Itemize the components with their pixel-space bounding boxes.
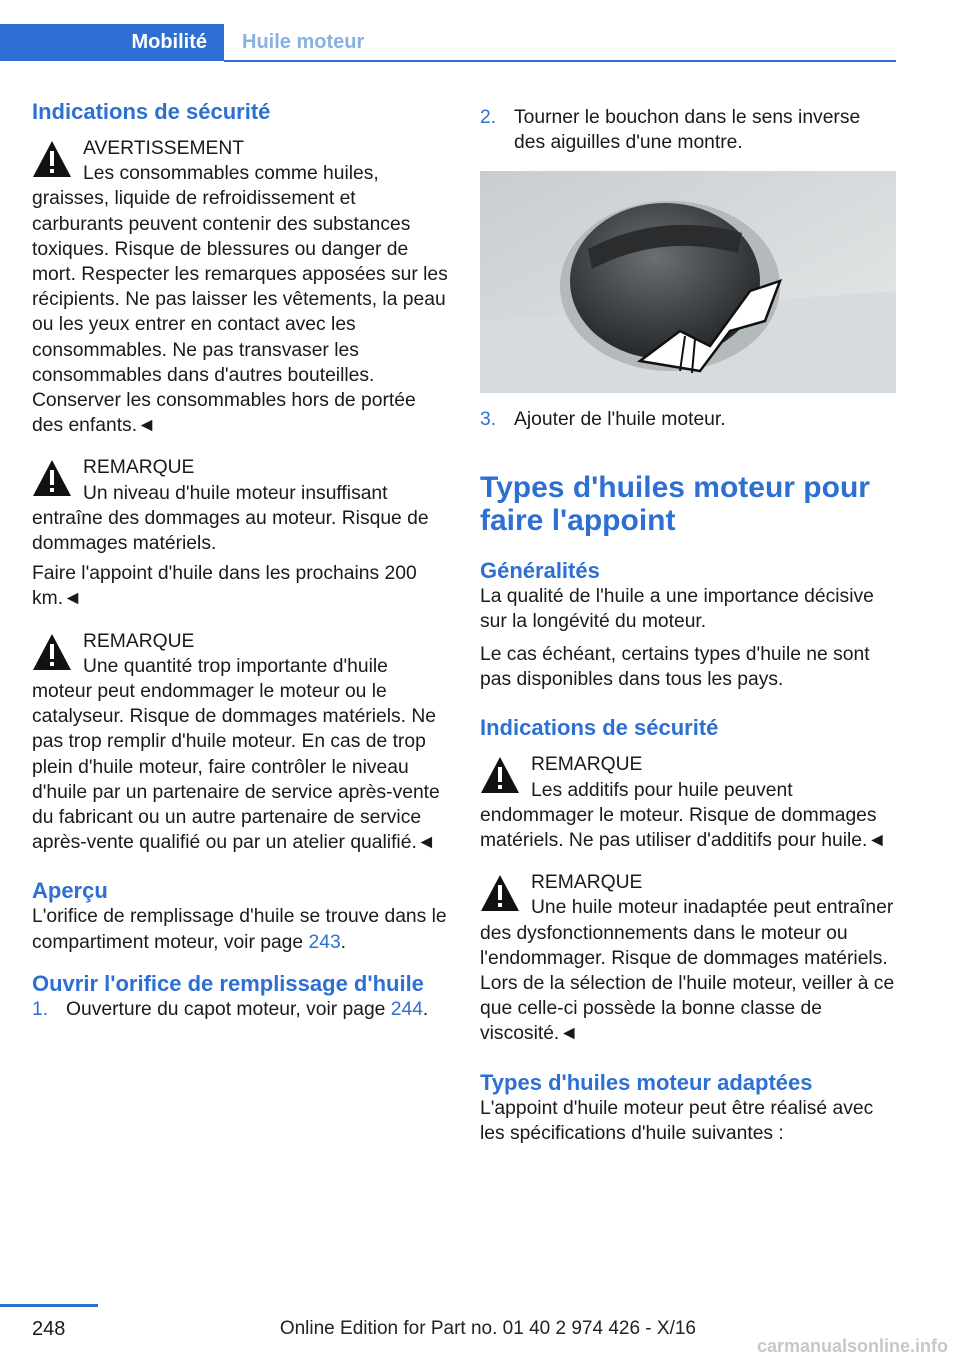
section-tab-mobilite: Mobilité: [0, 24, 224, 61]
warning-triangle-icon: [32, 633, 72, 671]
right-column: [480, 98, 896, 1146]
page-header: [0, 0, 960, 62]
note-text: Une huile moteur inadaptée peut entraîner des dysfonctionnements dans le moteur ou l'endommager. Risque de dommages matériels. Lors de la sélection de l'huile moteur, veiller à ce que celle-ci possède la bonne classe de viscosité.◄: [480, 897, 895, 1045]
warning-triangle-icon: [32, 140, 72, 178]
step-number: 2.: [480, 107, 497, 128]
adapted-oils-heading: Types d'huiles moteur adaptées: [480, 1069, 813, 1095]
note-text: Les additifs pour huile peuvent endommager le moteur. Risque de dommages matériels. Ne pas utiliser d'additifs pour huile.◄: [480, 779, 887, 852]
steps-list-end: [480, 407, 896, 432]
oil-types-heading: Types d'huiles moteur pour faire l'appoint: [480, 470, 870, 537]
note-label: REMARQUE: [83, 630, 195, 652]
overview-text: L'orifice de remplissage d'huile se trouve dans le compartiment moteur, voir page 243.: [32, 906, 447, 953]
safety-heading: Indications de sécurité: [32, 99, 271, 124]
warning-text: Les consommables comme huiles, graisses, liquide de refroidissement et carburants peuvent contenir des substances toxiques. Risque de blessures ou danger de mort. Respecter les remarques apposées sur les récipients. Ne pas laisser les vêtements, la peau ou les yeux entrer en contact avec les consommables. Ne pas transvaser les consommables dans d'autres bouteilles. Conserver les consommables hors de portée des enfants.◄: [32, 163, 448, 437]
general-text-2: Le cas échéant, certains types d'huile ne sont pas disponibles dans tous les pays.: [480, 644, 870, 691]
warning-triangle-icon: [32, 459, 72, 497]
note-notice-3: [480, 752, 896, 853]
note-notice-2: [32, 629, 448, 856]
open-filler-heading: Ouvrir l'orifice de remplissage d'huile: [32, 970, 424, 996]
steps-list-continued: [480, 105, 896, 155]
note-text-2: Faire l'appoint d'huile dans les prochains 200 km.◄: [32, 563, 417, 610]
header-rule: [224, 60, 896, 62]
step-number: 1.: [32, 998, 49, 1020]
step-1: 1. Ouverture du capot moteur, voir page 244.: [32, 997, 448, 1022]
footer-rule: [0, 1304, 98, 1307]
general-text-1: La qualité de l'huile a une importance décisive sur la longévité du moteur.: [480, 585, 874, 632]
edition-note: Online Edition for Part no. 01 40 2 974 426 - X/16: [279, 1318, 696, 1339]
warning-label: AVERTISSEMENT: [83, 138, 245, 159]
note-label: REMARQUE: [531, 754, 643, 776]
note-notice-1: [32, 455, 448, 611]
steps-list: [32, 997, 448, 1022]
warning-triangle-icon: [480, 756, 520, 794]
page-link-243[interactable]: 243: [308, 931, 341, 953]
step-2: 2. Tourner le bouchon dans le sens inverse des aiguilles d'une montre.: [480, 107, 861, 154]
step-3: 3. Ajouter de l'huile moteur.: [480, 407, 896, 432]
note-text: Un niveau d'huile moteur insuffisant entraîne des dommages au moteur. Risque de dommages matériels.: [32, 482, 429, 555]
step-number: 3.: [480, 409, 497, 431]
overview-heading: Aperçu: [32, 878, 108, 904]
note-text: Une quantité trop importante d'huile moteur peut endommager le moteur ou le catalyseur. Risque de dommages matériels. Ne pas trop remplir d'huile moteur. En cas de trop plein d'huile moteur, faire contrôler le niveau d'huile par un partenaire de service après-vente du fabricant ou un autre partenaire de service après-vente qualifié ou par un atelier qualifié.◄: [32, 655, 440, 854]
section-tab-huile-moteur: Huile moteur: [242, 31, 365, 53]
left-column: [32, 98, 448, 1022]
safety-heading-2: Indications de sécurité: [480, 715, 719, 741]
watermark: carmanualsonline.info: [756, 1336, 948, 1356]
oil-cap-photo: [480, 171, 896, 393]
note-notice-4: [480, 870, 896, 1046]
warning-triangle-icon: [480, 874, 520, 912]
note-label: REMARQUE: [83, 457, 195, 479]
general-heading: Généralités: [480, 557, 600, 583]
page-number: 248: [32, 1318, 66, 1340]
adapted-oils-text: L'appoint d'huile moteur peut être réalisé avec les spécifications d'huile suivantes :: [480, 1097, 874, 1144]
warning-notice: [32, 136, 448, 438]
note-label: REMARQUE: [531, 872, 643, 894]
page-link-244[interactable]: 244: [390, 998, 423, 1020]
